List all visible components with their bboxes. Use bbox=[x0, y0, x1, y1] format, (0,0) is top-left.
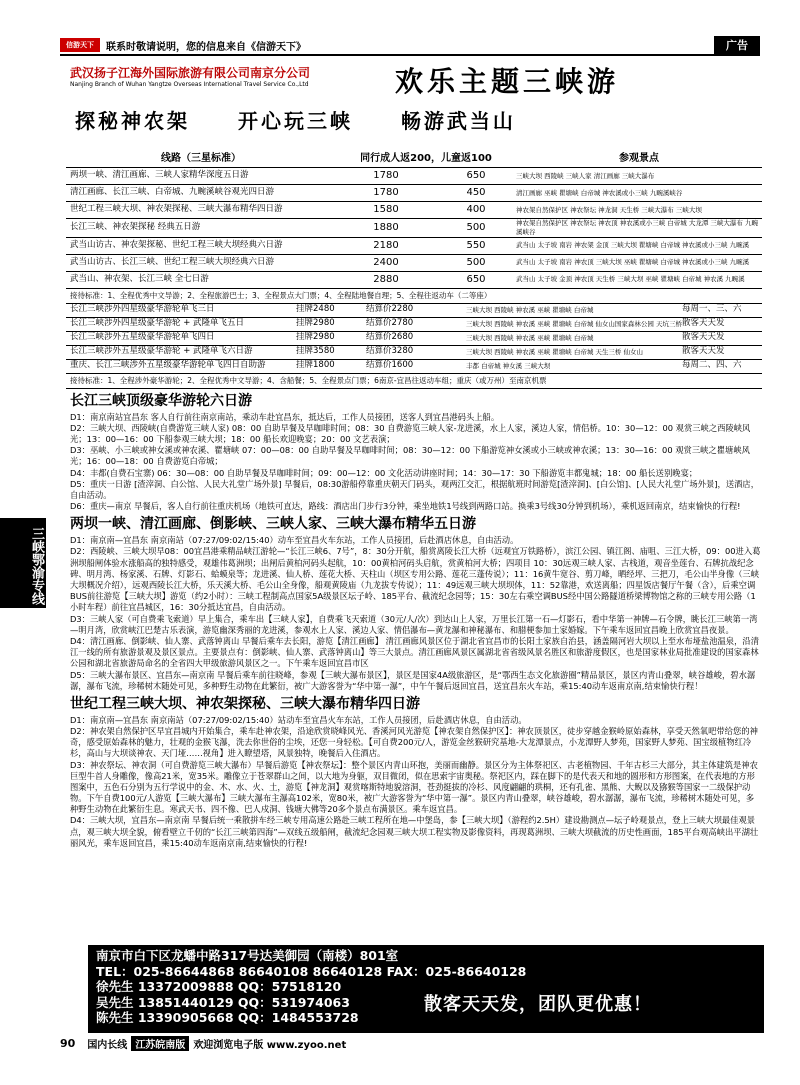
main-content bbox=[66, 132, 762, 849]
promo-slogan: 散客天天发，团队更优惠！ bbox=[424, 994, 652, 1015]
cruise-net-price: 结算价3280 bbox=[366, 346, 414, 357]
itinerary-day: D4：三峡大坝，宜昌东—南京南 早餐后统一乘散拼车经三峡专用高速公路赴三峡工程所在地—中堡岛，参【三峡大坝】（游程约2.5H）建设勘测点—坛子岭观景点，登上三峡大坝最佳观景点，观三峡大坝全貌，俯看壁立千仞的“长江三峡第四海”—双线五级船闸，截流纪念园观三峡大坝工程实物及影像资料，再现葛洲坝、三峡大坝截流的历史性画面，185平台观高峡出平湖壮丽风光，乘车返回宜昌，乘15:40动车返南京南,结束愉快的行程! bbox=[70, 815, 759, 848]
route-spots: 武当山 太子坡 金顶 神农顶 天生桥 三峡大坝 巫峡 瞿塘峡 白帝城 神农溪 九畹溪 bbox=[516, 275, 745, 284]
contact-box bbox=[88, 945, 764, 1033]
route-name: 武当山、神农架、长江三峡 全七日游 bbox=[70, 273, 209, 284]
company-name-en: Nanjing Branch of Wuhan Yangtze Overseas International Travel Service Co.,Ltd bbox=[70, 81, 309, 88]
brand-logo: 信游天下 bbox=[60, 38, 100, 52]
cruise-name: 长江三峡涉外四星级豪华游轮单飞三日 bbox=[70, 304, 215, 315]
route-name: 世纪工程三峡大坝、神农架探秘、三峡大瀑布精华四日游 bbox=[70, 204, 283, 215]
route-price: 1780 bbox=[373, 187, 399, 199]
top-notice: 联系时敬请说明，您的信息来自《信游天下》 bbox=[106, 41, 306, 53]
cruise-spots: 三峡大坝 西陵峡 神农溪 巫峡 瞿塘峡 白帝城 天生三桥 仙女山 bbox=[466, 347, 643, 356]
cruise-days: 每周一、三、六 bbox=[682, 304, 742, 315]
ad-badge: 广告 bbox=[714, 36, 760, 54]
route-spots: 清江画廊 巫峡 瞿塘峡 白帝城 神农溪或小三峡 九畹溪峡谷 bbox=[516, 188, 683, 197]
itinerary-day: D2：神农架自然保护区早宜昌城内开始集合，乘车赴神农架，沿途欣赏晓峰风光、香溪河风光游览【神农架自然保护区】：神农顶景区，徒步穿越金猴岭原始森林，享受天然氧吧带给您的神奇，感受原始森林的魅力，壮观的金猴飞瀑，洗去你世俗的尘埃，还您一身轻松。【可自费200元/人，游览金丝猴研究基地-大龙潭景点，小龙潭野人梦苑，国家野人梦苑、国宝级植物红冷杉，高山与大坝谈神农、天门垭……视角】进入瞭望塔，风景独特，晚餐后入住酒店。 bbox=[70, 725, 758, 759]
cruise-list-price: 挂牌3580 bbox=[296, 346, 335, 357]
route-rebate: 400 bbox=[466, 204, 486, 216]
route-row bbox=[66, 202, 762, 219]
route-spots: 武当山 太子坡 南岩 神农顶 三峡大坝 巫峡 瞿塘峡 白帝城 神农溪或小三峡 九畹溪 bbox=[516, 258, 750, 267]
itinerary-day: D2：西陵峡、三峡大坝早08：00宜昌港乘精品峡江游轮—“长江三峡6、7号”，8：30分开航，船赏离陵长江大桥（远观宜万铁路桥），滨江公园、镇江阁、庙咀、三江大桥，09：00进入葛洲坝船闸体验水涨船高的独特感受，观雄伟葛洲坝；出闸后黄柏河码头起航，10：00黄柏河码头启航，赏黄柏河大桥；四项目 10：30远观三峡人家、古栈道，观音坐莲台、石牌抗战纪念碑、明月湾、杨家溪、石牌、灯影石、蛤蟆泉等；龙进溪、仙人桥、莲花大桥、天柱山（坝区专用公路、莲花三蓬传说）；11：16黄牛宽谷、剪刀峰，晒经坪、三把刀，毛公山半身像（三峡大坝概况介绍），远观西陵长江大桥，乐天溪大桥、毛公山全身像，船观黄陵庙（九龙拔专传说）；11：49远观三峡大坝坝体，11：52靠港，欢送离船；四星饭店餐厅午餐（含），后乘空调BUS前往游览【三峡大坝】游览（约2小时）：三峡工程制高点国家5A级景区坛子岭、185平台、截流纪念园等；15：30左右乘空调BUS经中国公路隧道桥梁博物馆之称的三峡专用公路（1小时车程）前往宜昌城区，16：30分抵达宜昌，自由活动。 bbox=[70, 546, 761, 613]
main-slogan: 欢乐主题三峡游 bbox=[395, 65, 620, 98]
cruise-days: 每周二、四、六 bbox=[682, 360, 742, 371]
route-price: 2880 bbox=[373, 273, 399, 285]
cruise-spots: 三峡大坝 西陵峡 神农溪 巫峡 瞿塘峡 白帝城 bbox=[466, 333, 594, 342]
route-rebate: 550 bbox=[466, 239, 486, 251]
cruise-row bbox=[66, 304, 762, 318]
cruise-name: 长江三峡涉外五星级豪华游轮单飞四日 bbox=[70, 332, 215, 343]
company-name-cn: 武汉扬子江海外国际旅游有限公司南京分公司 bbox=[70, 66, 311, 80]
route-row bbox=[66, 185, 762, 202]
cruise-days: 散客天天发 bbox=[682, 346, 725, 357]
col-route: 线路（三星标准） bbox=[161, 152, 241, 164]
route-name: 长江三峡、神农架探秘 经典五日游 bbox=[70, 222, 201, 233]
section-title: 两坝一峡、清江画廊、倒影峡、三峡人家、三峡大瀑布精华五日游 bbox=[70, 516, 476, 533]
cruise-list-price: 挂牌2480 bbox=[296, 304, 335, 315]
cruise-days: 散客天天发 bbox=[682, 318, 725, 329]
route-name: 武当山访古、神农架探秘、世纪工程三峡大坝经典六日游 bbox=[70, 239, 283, 250]
cruise-row bbox=[66, 332, 762, 346]
route-rebate: 500 bbox=[466, 222, 486, 234]
phone-fax: TEL：025-86644868 86640108 86640128 FAX：025-86640128 bbox=[96, 963, 527, 979]
cruise-name: 长江三峡涉外五星级豪华游轮 + 武隆单飞六日游 bbox=[70, 346, 253, 357]
cruise-net-price: 结算价2680 bbox=[366, 332, 414, 343]
col-price: 同行成人返200，儿童返100 bbox=[360, 152, 492, 164]
top-bar bbox=[60, 36, 760, 56]
route-name: 武当山访古、长江三峡、世纪工程三峡大坝经典六日游 bbox=[70, 256, 275, 267]
company-header bbox=[70, 64, 310, 88]
route-rebate: 650 bbox=[466, 170, 486, 182]
itinerary-day: D3：巫峡、小三峡或神女溪或神农溪、瞿塘峡 07：00—08：00 自助早餐及早咖啡时间；08：30—12：00 下船游览神女溪或小三峡或神农溪；13：30—16：00 观赏三峡之瞿塘峡风光；16：00—18：00 自费游览白帝城； bbox=[70, 445, 750, 467]
cruise-net-price: 结算价2280 bbox=[366, 304, 414, 315]
itinerary-day: D1：南京南—宜昌东 南京南站（07:27/09:02/15:40）站动车至宜昌火车东站，工作人员接团，后赴酒店休息，自由活动。 bbox=[70, 714, 527, 725]
cruise-rows bbox=[66, 304, 762, 374]
route-name: 清江画廊、长江三峡、白帝城、九畹溪峡谷观光四日游 bbox=[70, 187, 275, 198]
cruise-net-price: 结算价2780 bbox=[366, 318, 414, 329]
itinerary-day: D1：南京南站宜昌东 客人自行前往南京南站，乘动车赴宜昌东，抵达后，工作人员接团，送客人到宜昌港码头上船。 bbox=[70, 411, 500, 422]
route-price: 1580 bbox=[373, 204, 399, 216]
itinerary-day: D4：丰都(自费石宝寨) 06：30—08：00 自助早餐及早咖啡时间；09：00—12：00 文化活动讲座时间；14：30—17：30 下船游览丰都鬼城；18：00 船长送别晚宴； bbox=[70, 467, 698, 478]
section-days bbox=[66, 412, 762, 513]
slogan-item: 畅游武当山 bbox=[400, 109, 516, 133]
sub-slogans bbox=[75, 105, 554, 134]
route-table-header bbox=[66, 132, 762, 168]
route-row bbox=[66, 219, 762, 238]
route-spots: 三峡大坝 西陵峡 三峡人家 清江画廊 三峡大瀑布 bbox=[516, 171, 655, 180]
footer-section: 国内长线 bbox=[87, 1040, 128, 1051]
itinerary-day: D5：重庆一日游 [渣滓洞、白公馆、人民大礼堂广场外景] 早餐后，08:30游船停靠重庆朝天门码头，观两江交汇，根据航班时间游览[渣滓洞]、[白公馆]、[人民大礼堂广场外景]，送酒店，自由活动。 bbox=[70, 478, 760, 500]
cruise-row bbox=[66, 346, 762, 360]
route-price: 2400 bbox=[373, 256, 399, 268]
route-name: 两坝一峡、清江画廊、三峡人家精华深度五日游 bbox=[70, 170, 249, 181]
route-row bbox=[66, 168, 762, 185]
cruise-list-price: 挂牌2980 bbox=[296, 332, 335, 343]
itinerary-day: D5：三峡大瀑布景区、宜昌东—南京南 早餐后乘车前往晓峰，参观【三峡大瀑布景区】，景区是国家4A级旅游区，是“鄂西生态文化旅游圈”精品景区，景区内青山叠翠，峡谷雄峻，碧水潺潺，瀑布飞流，珍稀树木随处可见，多种野生动物在此繁衍，被广大游客誉为“华中第一瀑”，中午午餐后返回宜昌，送宜昌东火车站，乘15:40动车返南京南,结束愉快行程！ bbox=[70, 669, 756, 691]
slogan-item: 开心玩三峡 bbox=[237, 109, 353, 133]
cruise-spots: 丰都 白帝城 神女溪 三峡大坝 bbox=[466, 361, 551, 370]
side-label: 三峡鄂渝专线 bbox=[0, 518, 46, 608]
itinerary-day: D1：南京南—宜昌东 南京南站（07:27/09:02/15:40）动车至宜昌火车东站，工作人员接团，后赴酒店休息，自由活动。 bbox=[70, 535, 519, 546]
cruise-spots: 三峡大坝 西陵峡 神农溪 巫峡 瞿塘峡 白帝城 bbox=[466, 305, 594, 314]
route-spots: 神农架自然保护区 神农祭坛 神龙洞 天生桥 三峡大瀑布 三峡大坝 bbox=[516, 205, 702, 214]
cruise-row bbox=[66, 360, 762, 374]
col-spots: 参观景点 bbox=[619, 152, 659, 164]
itinerary-day: D3：三峡人家（可自费乘飞索道）早上集合，乘车出【三峡人家】，自费乘飞天索道（30元/人/次）到达山上人家，万里长江第一石—灯影石，看中华第一神牌—石令牌，眺长江三峡第一湾—明月湾，欣赏峡江巴楚古乐表演，游览幽深秀丽的龙进溪，参观水上人家、溪边人家、情侣瀑布—黄龙瀑和神秘瀑布、和腊梗参加土家婚嫁。下午乘车返回宜昌晚上欣赏宜昌夜景。 bbox=[70, 613, 758, 635]
cruise-list-price: 挂牌2980 bbox=[296, 318, 335, 329]
route-row bbox=[66, 238, 762, 255]
route-rebate: 450 bbox=[466, 187, 486, 199]
route-spots: 神农架自然保护区 神农祭坛 神农顶 神农溪或小三峡 白帝城 大龙潭 三峡大瀑布 九畹溪峡谷 bbox=[516, 219, 758, 236]
address: 南京市白下区龙蟠中路317号达美御园（南楼）801室 bbox=[96, 948, 399, 963]
route-spots: 武当山 太子坡 南岩 神农架 金顶 三峡大坝 瞿塘峡 白帝城 神农溪或小三峡 九畹溪 bbox=[516, 241, 750, 250]
route-row bbox=[66, 272, 762, 289]
contact-person: 吴先生 13851440129 QQ：531974063 bbox=[96, 994, 350, 1010]
website-link[interactable]: 欢迎浏览电子版 www.zyoo.net bbox=[193, 1040, 347, 1051]
cruise-list-price: 挂牌1800 bbox=[296, 360, 335, 371]
route-price: 1780 bbox=[373, 170, 399, 182]
contact-person: 陈先生 13390905668 QQ：1484553728 bbox=[96, 1010, 359, 1025]
cruise-note: 接待标准：1、全程涉外豪华游轮；2、全程优秀中文导游；4、含船餐；5、全程景点门票；6南京-宜昌往返动车组；重庆（或万州）至南京机票 bbox=[66, 374, 762, 389]
cruise-spots: 三峡大坝 西陵峡 神农溪 巫峡 瞿塘峡 白帝城 仙女山国家森林公园 天坑三桥 bbox=[466, 319, 682, 328]
route-row bbox=[66, 255, 762, 272]
route-rebate: 650 bbox=[466, 273, 486, 285]
edition-tag: 江苏皖南版 bbox=[131, 1036, 189, 1051]
cruise-row bbox=[66, 318, 762, 332]
section-days bbox=[66, 535, 762, 692]
itinerary-day: D3：神农祭坛、神农洞（可自费游览三峡大瀑布）早餐后游览【神农祭坛】：整个景区内青山环抱，美丽而幽静。景区分为主体祭祀区、古老植物园、千年古杉三大部分，其主体建筑是神农巨型牛首人身雕像，像高21米，宽35米。雕像立于苍翠群山之间，以大地为身躯，双目微闭，似在思索宇宙奥秘。祭祀区内，踩在脚下的是代表天和地的圆形和方形图案，在代表地的方形图案中，五色石分别为五行学说中的金、木、水、火、土，游览【神龙洞】观赏喀斯特地貌溶洞，苍劲挺拔的冷杉、风度翩翩的珙桐，还有孔雀、黑熊、大鲵以及猕猴等国家一二级保护动物。下午自费100元/人游览【三峡大瀑布】三峡大瀑布主瀑高102米，宽80米，被广大游客誉为“华中第一瀑”。景区内青山叠翠，峡谷雄峻，碧水潺潺，瀑布飞流，珍稀树木随处可见，多种野生动物在此繁衍生息。寒武天书、四不像、巴人戍洞、钱塘大佛等20多个景点布满景区。乘车返宜昌。 bbox=[70, 759, 758, 815]
cruise-net-price: 结算价1600 bbox=[366, 360, 414, 371]
footer bbox=[60, 1036, 760, 1051]
cruise-name: 长江三峡涉外四星级豪华游轮 + 武隆单飞五日 bbox=[70, 318, 245, 329]
route-rebate: 500 bbox=[466, 256, 486, 268]
itinerary-day: D2：三峡大坝、西陵峡(自费游览三峡人家) 08：00 自助早餐及早咖啡时间；08：30 自费游览三峡人家-龙进溪，水上人家，溪边人家，情侣桥。10：30—12：00 观赏三峡之西陵峡风光；13：00—16：00 下船参观三峡大坝；18：00 船长欢迎晚宴；20：00 文艺表演； bbox=[70, 422, 751, 445]
cruise-name: 重庆、长江三峡涉外五星级豪华游轮单飞四日自助游 bbox=[70, 360, 266, 371]
section-days bbox=[66, 715, 762, 849]
cruise-days: 散客天天发 bbox=[682, 332, 725, 343]
section-title: 世纪工程三峡大坝、神农架探秘、三峡大瀑布精华四日游 bbox=[70, 695, 420, 712]
page-number: 90 bbox=[60, 1037, 76, 1050]
itinerary-day: D6：重庆—南京 早餐后，客人自行前往重庆机场（地铁可直达，路线：酒店出门步行3分钟，乘坐地铁1号线到两路口站。换乘3号线30分钟到机场），乘机返回南京，结束愉快的行程! bbox=[70, 501, 741, 512]
slogan-item: 探秘神农架 bbox=[75, 109, 190, 133]
contact-person: 徐先生 13372009888 QQ：57518120 bbox=[96, 979, 342, 994]
route-rows bbox=[66, 168, 762, 289]
route-price: 2180 bbox=[373, 239, 399, 251]
table-note: 接待标准：1、全程优秀中文导游；2、全程旅游巴士；3、全程景点大门票；4、全程陆地餐自理；5、全程往返动车（二等座） bbox=[66, 289, 762, 304]
itinerary-day: D4：清江画廊、倒影峡、仙人寨、武落钟离山 早餐后乘车去长阳，游览【清江画廊】 清江画廊风景区位于湖北省宜昌市的长阳土家族自治县，涵盖隔河岩大坝以上至水布垭盐池温泉，沿清江一线的所有旅游景观及景区景点。主要景点有：倒影峡、仙人寨、武落钟离山】等三大景点。清江画廊风景区属湖北省省级风景名胜区和旅游度假区，也是国家林业局批准建设的国家森林公园和湖北省旅游局命名的全省四大甲级旅游风景区之一。下午乘车返回宜昌市区 bbox=[70, 635, 759, 669]
section-title: 长江三峡顶级豪华游轮六日游 bbox=[70, 392, 252, 409]
route-price: 1880 bbox=[373, 222, 399, 234]
